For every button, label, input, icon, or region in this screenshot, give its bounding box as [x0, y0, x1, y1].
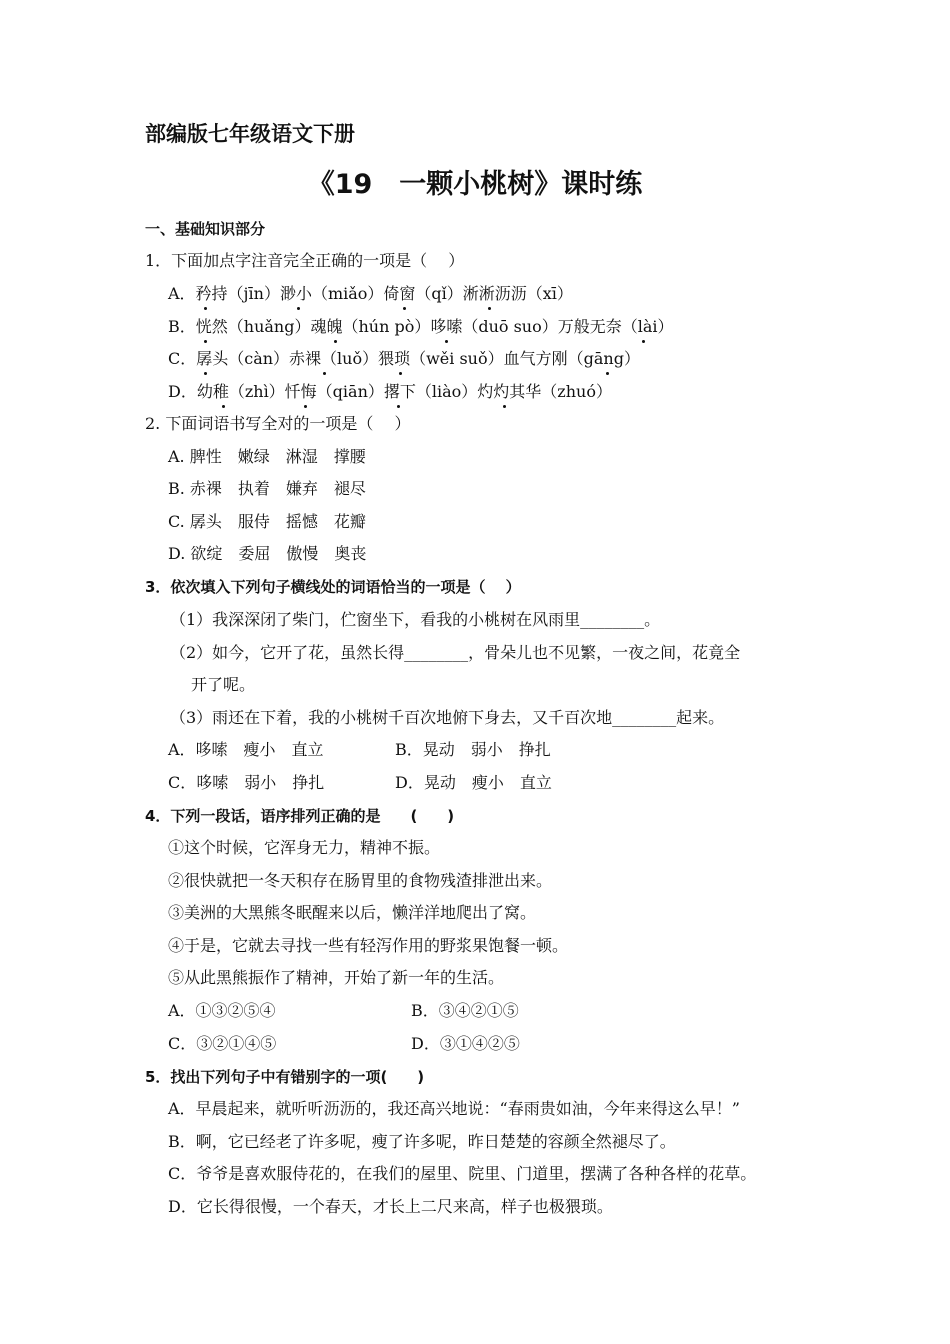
- question-3-sentence-1: （1）我深深闭了柴门，伫窗坐下，看我的小桃树在风雨里________。: [170, 610, 661, 629]
- question-1-stem: 1．下面加点字注音完全正确的一项是（ ）: [145, 251, 465, 270]
- question-3-stem: 3．依次填入下列句子横线处的词语恰当的一项是（ ）: [145, 578, 521, 596]
- document-title: 《19 一颗小桃树》课时练: [307, 169, 643, 200]
- section-heading: 一、基础知识部分: [145, 220, 266, 238]
- emphasis-dot: [297, 307, 300, 310]
- question-3-option-c: C．哆嗦 弱小 挣扎: [168, 773, 325, 792]
- question-2-stem: 2. 下面词语书写全对的一项是（ ）: [145, 414, 411, 433]
- question-5-option-a: A．早晨起来，就听听沥沥的，我还高兴地说：“春雨贵如油，今年来得这么早！”: [168, 1099, 740, 1118]
- question-4-line-1: ①这个时候，它浑身无力，精神不振。: [168, 838, 441, 857]
- emphasis-dot: [503, 405, 506, 408]
- question-1-option-d: D．幼稚（zhì）忏悔（qiān）撂下（liào）灼灼其华（zhuó）: [168, 382, 612, 401]
- emphasis-dot: [488, 307, 491, 310]
- question-4-line-2: ②很快就把一冬天积存在肠胃里的食物残渣排泄出来。: [168, 871, 553, 890]
- question-4-line-5: ⑤从此黑熊振作了精神，开始了新一年的生活。: [168, 968, 505, 987]
- question-5-option-b: B．啊，它已经老了许多呢，瘦了许多呢，昨日楚楚的容颜全然褪尽了。: [168, 1132, 676, 1151]
- question-3-sentence-2: （2）如今，它开了花，虽然长得________，骨朵儿也不见繁，一夜之间，花竟全: [170, 643, 741, 662]
- emphasis-dot: [334, 340, 337, 343]
- emphasis-dot: [403, 307, 406, 310]
- question-1-option-c: C．孱头（càn）赤裸（luǒ）猥琐（wěi suǒ）血气方刚（gāng）: [168, 349, 640, 368]
- question-1-option-a: A．矜持（jīn）渺小（miǎo）倚窗（qǐ）淅淅沥沥（xī）: [168, 284, 573, 303]
- question-4-option-c: C．③②①④⑤: [168, 1034, 277, 1053]
- question-1-option-b: B．恍然（huǎng）魂魄（hún pò）哆嗦（duō suo）万般无奈（lài）: [168, 317, 674, 336]
- question-3-option-a: A．哆嗦 瘦小 直立: [168, 740, 324, 759]
- emphasis-dot: [642, 340, 645, 343]
- question-4-line-4: ④于是，它就去寻找一些有轻泻作用的野浆果饱餐一顿。: [168, 936, 569, 955]
- question-2-option-a: A. 脾性 嫩绿 淋湿 撑腰: [168, 447, 366, 466]
- question-4-stem: 4．下列一段话，语序排列正确的是 ( ): [145, 807, 455, 825]
- emphasis-dot: [204, 340, 207, 343]
- question-4-option-d: D．③①④②⑤: [411, 1034, 520, 1053]
- emphasis-dot: [204, 372, 207, 375]
- question-3-sentence-2-cont: 开了呢。: [191, 675, 256, 694]
- emphasis-dot: [204, 307, 207, 310]
- emphasis-dot: [445, 340, 448, 343]
- document-header: 部编版七年级语文下册: [145, 122, 355, 146]
- question-4-line-3: ③美洲的大黑熊冬眠醒来以后，懒洋洋地爬出了窝。: [168, 903, 537, 922]
- question-2-option-d: D. 欲绽 委屈 傲慢 奥丧: [168, 544, 367, 563]
- question-5-option-d: D．它长得很慢，一个春天，才长上二尺来高，样子也极猥琐。: [168, 1197, 613, 1216]
- question-3-sentence-3: （3）雨还在下着，我的小桃树千百次地俯下身去，又千百次地________起来。: [170, 708, 725, 727]
- question-2-option-c: C. 孱头 服侍 摇憾 花瓣: [168, 512, 366, 531]
- emphasis-dot: [399, 372, 402, 375]
- emphasis-dot: [304, 405, 307, 408]
- question-3-option-d: D．晃动 瘦小 直立: [395, 773, 552, 792]
- emphasis-dot: [323, 372, 326, 375]
- emphasis-dot: [606, 372, 609, 375]
- question-3-option-b: B．晃动 弱小 挣扎: [395, 740, 551, 759]
- question-4-option-b: B．③④②①⑤: [411, 1001, 519, 1020]
- emphasis-dot: [397, 405, 400, 408]
- question-2-option-b: B. 赤祼 执着 嫌弃 褪尽: [168, 479, 366, 498]
- question-5-stem: 5．找出下列句子中有错别字的一项( ): [145, 1068, 425, 1086]
- question-5-option-c: C．爷爷是喜欢服侍花的，在我们的屋里、院里、门道里，摆满了各种各样的花草。: [168, 1164, 757, 1183]
- question-4-option-a: A．①③②⑤④: [168, 1001, 276, 1020]
- emphasis-dot: [222, 405, 225, 408]
